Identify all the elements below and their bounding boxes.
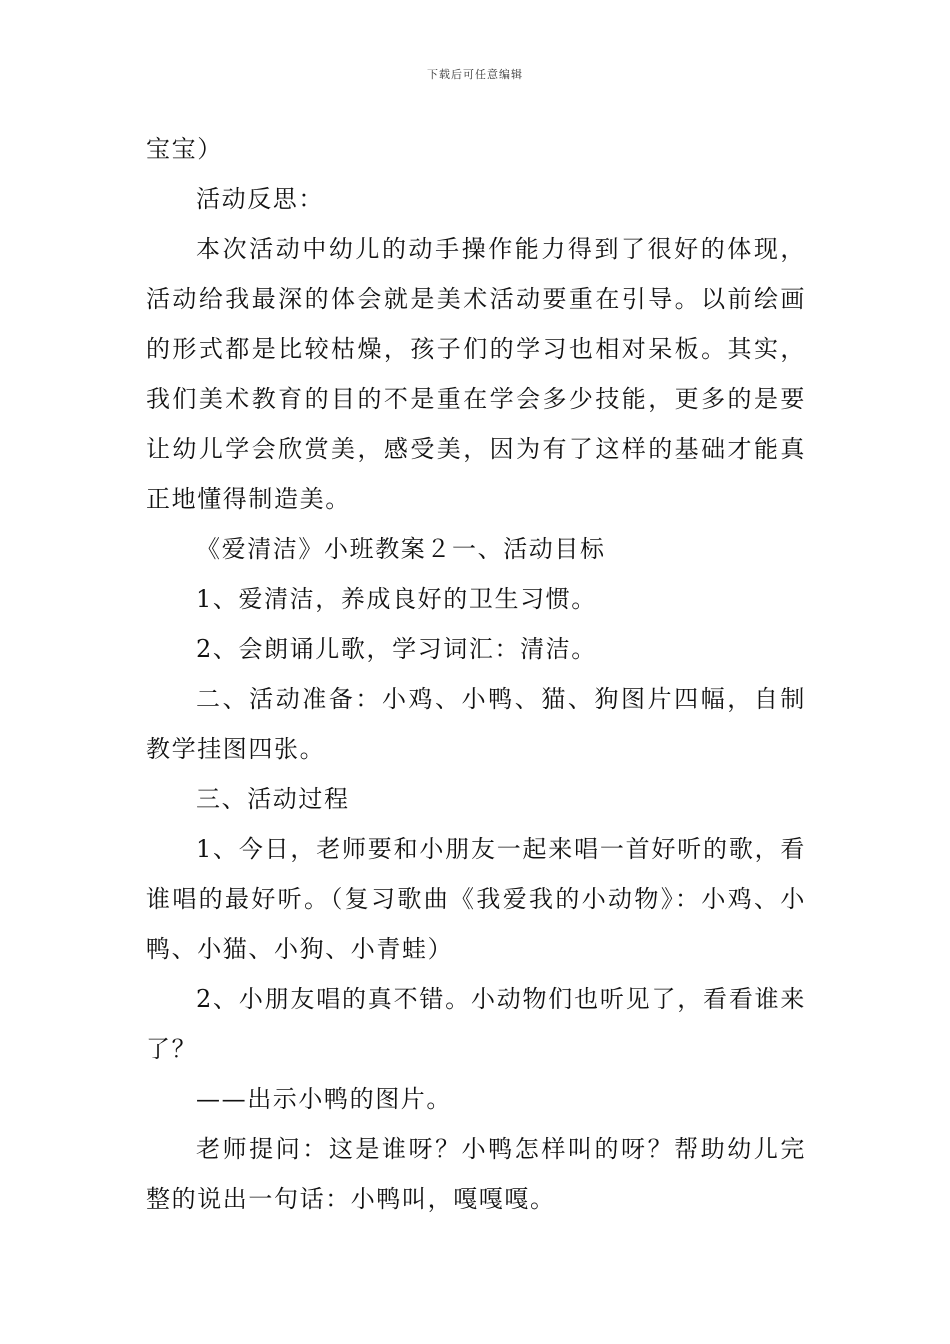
paragraph-goal-1: 1、爱清洁，养成良好的卫生习惯。 bbox=[196, 585, 597, 613]
paragraph-reflection-body: 本次活动中幼儿的动手操作能力得到了很好的体现，活动给我最深的体会就是美术活动要重在引导。以前绘画的形式都是比较枯燥，孩子们的学习也相对呆板。其实，我们美术教育的目的不是重在学会多少技能，更多的是要让幼儿学会欣赏美，感受美，因为有了这样的基础才能真正地懂得制造美。 bbox=[146, 235, 806, 513]
paragraph-process-heading: 三、活动过程 bbox=[196, 785, 350, 813]
document-body bbox=[146, 124, 806, 1224]
paragraph-process-step-1: 1、今日，老师要和小朋友一起来唱一首好听的歌，看谁唱的最好听。（复习歌曲《我爱我的小动物》：小鸡、小鸭、小猫、小狗、小青蛙） bbox=[146, 835, 806, 963]
paragraph-reflection-heading: 活动反思： bbox=[196, 185, 324, 213]
paragraph-preparation: 二、活动准备：小鸡、小鸭、猫、狗图片四幅，自制教学挂图四张。 bbox=[146, 685, 806, 763]
paragraph-goal-2: 2、会朗诵儿歌，学习词汇：清洁。 bbox=[196, 635, 597, 663]
paragraph-lesson-title: 《爱清洁》小班教案２一、活动目标 bbox=[196, 535, 606, 563]
paragraph-process-step-2: 2、小朋友唱的真不错。小动物们也听见了，看看谁来了？ bbox=[146, 985, 806, 1063]
header-note: 下载后可任意编辑 bbox=[427, 68, 523, 81]
paragraph-teacher-question: 老师提问：这是谁呀？小鸭怎样叫的呀？帮助幼儿完整的说出一句话：小鸭叫，嘎嘎嘎。 bbox=[146, 1135, 806, 1213]
paragraph-show-picture: ——出示小鸭的图片。 bbox=[196, 1085, 452, 1113]
paragraph-continuation: 宝宝） bbox=[146, 135, 223, 163]
